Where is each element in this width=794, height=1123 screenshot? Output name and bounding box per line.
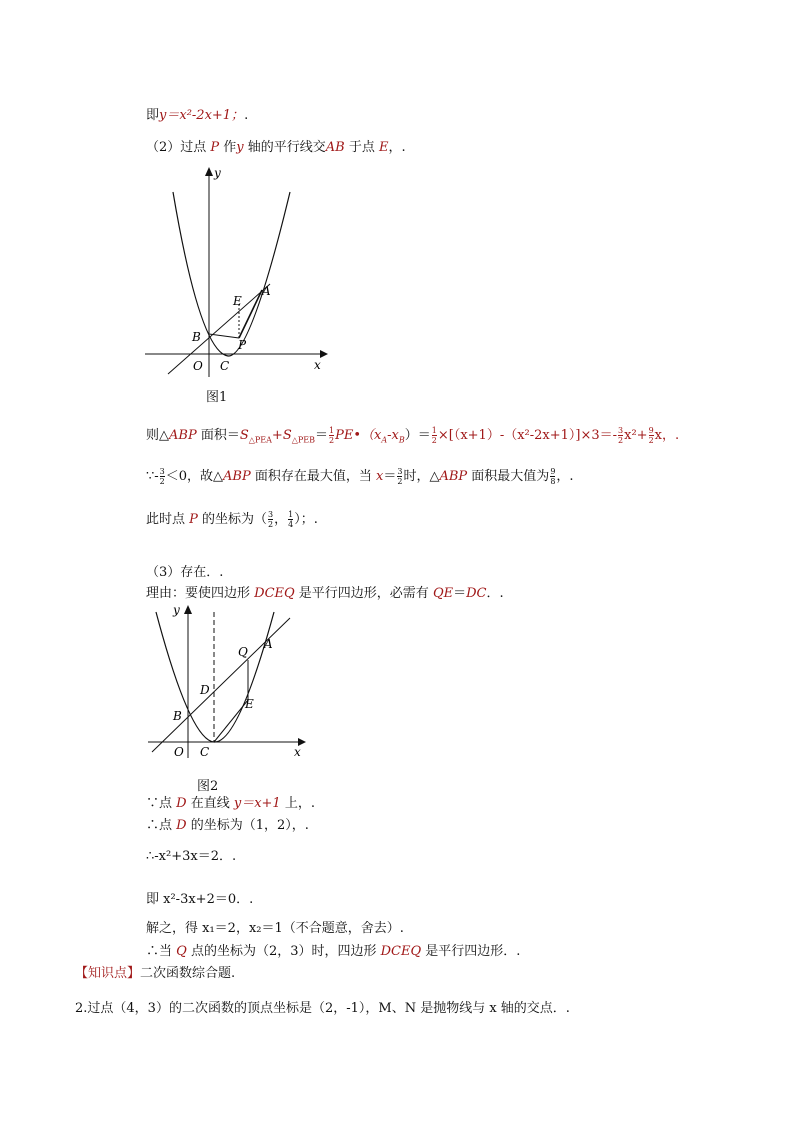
- denominator: 2: [397, 477, 403, 486]
- text: x，.: [654, 428, 680, 443]
- text: 于点: [344, 140, 380, 155]
- var: P: [189, 512, 198, 527]
- fraction: [268, 510, 273, 529]
- equation: y＝x²-2x+1；: [159, 108, 245, 123]
- text: ∴点: [146, 818, 177, 833]
- var: D: [176, 818, 187, 833]
- label-O: O: [174, 745, 184, 759]
- text: ，: [274, 512, 288, 527]
- label-D: D: [200, 683, 210, 697]
- text: ，.: [556, 469, 574, 484]
- text: ＝: [453, 586, 467, 601]
- fraction: [397, 467, 402, 486]
- text: ）；.: [294, 512, 318, 527]
- text: 点的坐标为（2，3）时，四边形: [186, 944, 381, 959]
- var: AB: [325, 140, 345, 155]
- label-B: B: [192, 330, 201, 344]
- numerator: 3: [159, 467, 165, 476]
- denominator: 4: [288, 520, 294, 529]
- label-C: C: [220, 359, 230, 373]
- fraction: [329, 426, 334, 445]
- segment-bp: [209, 334, 239, 338]
- text: 的坐标为（1，2），.: [186, 818, 309, 833]
- numerator: 9: [648, 426, 654, 435]
- fraction: [288, 510, 293, 529]
- subscript: B: [398, 435, 405, 445]
- denominator: 2: [268, 520, 274, 529]
- text: ＝: [383, 469, 397, 484]
- label-A: A: [264, 637, 273, 651]
- text: 面积存在最大值，当: [250, 469, 377, 484]
- text: x²+: [624, 428, 648, 443]
- var: P: [210, 140, 220, 155]
- var: ABP: [439, 469, 468, 484]
- text: 即: [146, 108, 160, 123]
- var: x: [376, 469, 384, 484]
- numerator: 9: [550, 467, 556, 476]
- label-y: y: [173, 603, 180, 617]
- numerator: 3: [397, 467, 403, 476]
- text: ．.: [486, 586, 504, 601]
- solution-line-3: [146, 426, 679, 450]
- y-axis-arrow: [184, 605, 192, 614]
- text: 二次函数综合题.: [140, 966, 236, 981]
- line-ab: [168, 284, 270, 374]
- text: 面积最大值为: [467, 469, 550, 484]
- var: ABP: [169, 428, 197, 443]
- numerator: 1: [329, 426, 335, 435]
- text: 此时点: [146, 512, 190, 527]
- fraction: [550, 467, 555, 486]
- text: +: [271, 428, 283, 443]
- text: ＝: [314, 428, 328, 443]
- text: ×[（x+1）-（x²-2x+1）]×3＝-: [437, 428, 618, 443]
- denominator: 2: [431, 436, 437, 445]
- label-x: x: [294, 745, 301, 759]
- var: ABP: [223, 469, 251, 484]
- solution-line-6: （3）存在．.: [146, 565, 224, 580]
- subscript: △PEB: [291, 435, 315, 445]
- text: （2）过点: [146, 140, 211, 155]
- var: DCEQ: [254, 586, 295, 601]
- text: ，.: [388, 140, 406, 155]
- label-A: A: [262, 284, 271, 298]
- text: 面积＝: [196, 428, 240, 443]
- denominator: 8: [550, 477, 556, 486]
- text: ＜0，故△: [165, 469, 224, 484]
- label-O: O: [193, 359, 203, 373]
- text: ∵点: [146, 796, 177, 811]
- text: ∴当: [146, 944, 177, 959]
- label-C: C: [200, 745, 210, 759]
- label-Q: Q: [238, 645, 248, 659]
- figure-2-graph: [140, 600, 320, 770]
- figure-2-caption: 图2: [197, 779, 219, 794]
- text: 轴的平行线交: [243, 140, 326, 155]
- fraction: [649, 426, 654, 445]
- text: 作: [219, 140, 237, 155]
- solution-line-10: ∴-x²+3x＝2．.: [146, 849, 237, 864]
- var: DC: [466, 586, 487, 601]
- label-x: x: [314, 358, 321, 372]
- knowledge-point: [75, 965, 235, 983]
- solution-line-5: [146, 510, 318, 529]
- solution-line-1: [146, 107, 248, 125]
- text: 上，.: [280, 796, 315, 811]
- numerator: 1: [288, 510, 294, 519]
- solution-line-8: [146, 795, 315, 813]
- var: y: [236, 140, 244, 155]
- solution-line-13: [146, 943, 520, 961]
- var: D: [176, 796, 187, 811]
- solution-line-9: [146, 817, 309, 835]
- label-B: B: [173, 709, 182, 723]
- var: DCEQ: [380, 944, 422, 959]
- fraction: [160, 467, 165, 486]
- text: 是平行四边形．.: [421, 944, 521, 959]
- text: 则△: [146, 428, 169, 443]
- segment-pa: [239, 290, 262, 338]
- solution-line-12: 解之，得 x₁＝2，x₂＝1（不合题意，舍去）.: [146, 921, 404, 936]
- var: Q: [176, 944, 187, 959]
- label-y: y: [214, 166, 221, 180]
- x-axis-arrow: [320, 350, 328, 358]
- fraction: [618, 426, 623, 445]
- fraction: [432, 426, 437, 445]
- text: 在直线: [186, 796, 234, 811]
- figure-1-graph: [140, 162, 340, 384]
- solution-line-2: [146, 139, 406, 157]
- var: S: [239, 428, 249, 443]
- knowledge-tag: 【知识点】: [75, 966, 141, 981]
- text: 的坐标为（: [197, 512, 268, 527]
- equation: y＝x+1: [233, 796, 281, 811]
- text: 是平行四边形，必需有: [294, 586, 433, 601]
- text: PE•（x: [335, 428, 382, 443]
- var: QE: [432, 586, 454, 601]
- text: ∵-: [146, 469, 159, 484]
- text: ）＝: [404, 428, 431, 443]
- solution-line-4: [146, 467, 574, 486]
- subscript: △PEA: [248, 435, 272, 445]
- var: E: [379, 140, 389, 155]
- figure-1-caption: 图1: [206, 390, 228, 405]
- subscript: A: [381, 435, 388, 445]
- numerator: 3: [618, 426, 624, 435]
- var: S: [282, 428, 292, 443]
- label-P: P: [238, 338, 247, 352]
- question-2: 2.过点（4，3）的二次函数的顶点坐标是（2，-1），M、N 是抛物线与 x 轴的交点．.: [75, 1001, 570, 1016]
- text: -x: [387, 428, 399, 443]
- text: 理由：要使四边形: [146, 586, 255, 601]
- text: .: [244, 108, 249, 123]
- y-axis-arrow: [205, 167, 213, 176]
- denominator: 2: [159, 477, 165, 486]
- segment-ce: [214, 700, 248, 742]
- denominator: 2: [329, 436, 335, 445]
- label-E: E: [233, 294, 242, 308]
- denominator: 2: [648, 436, 654, 445]
- denominator: 2: [618, 436, 624, 445]
- numerator: 3: [268, 510, 274, 519]
- solution-line-11: 即 x²-3x+2＝0．.: [146, 892, 254, 907]
- numerator: 1: [431, 426, 437, 435]
- parabola: [173, 192, 290, 356]
- text: 时，△: [403, 469, 440, 484]
- label-E: E: [245, 697, 254, 711]
